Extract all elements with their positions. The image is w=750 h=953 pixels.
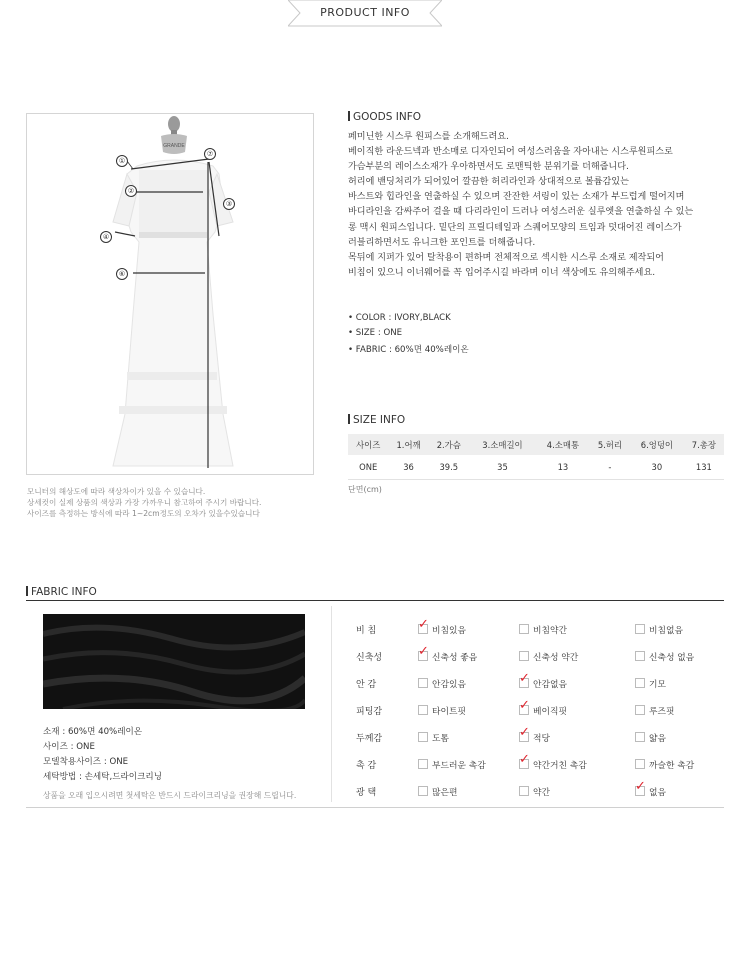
fabric-spec-line: 소재 : 60%면 40%레이온 <box>43 727 143 737</box>
fabric-option-label: 비침없음 <box>649 626 683 636</box>
column-header: 2.가슴 <box>429 434 469 455</box>
checkbox-icon[interactable] <box>635 624 645 634</box>
fabric-swatch-image <box>43 614 305 709</box>
fabric-property-label: 광 택 <box>356 788 377 798</box>
fabric-option[interactable] <box>418 785 458 798</box>
measure-marker-4: ④ <box>100 231 112 243</box>
goods-info-title: GOODS INFO <box>348 111 421 123</box>
fabric-option[interactable] <box>635 785 666 798</box>
description-line: 목뒤에 지퍼가 있어 탈착용이 편하며 전체적으로 섹시한 시스루 소재로 제작되어 <box>348 252 664 263</box>
fabric-option-label: 신축성 약간 <box>533 653 579 663</box>
checkbox-icon[interactable] <box>418 705 428 715</box>
checked-checkbox-icon[interactable] <box>519 732 529 742</box>
checkbox-icon[interactable] <box>418 678 428 688</box>
description-line: 비침이 있으니 이너웨어를 꼭 입어주시길 바라며 이너 색상에도 유의해주세요. <box>348 267 656 278</box>
checkbox-icon[interactable] <box>635 678 645 688</box>
fabric-option-label: 신축성 없음 <box>649 653 695 663</box>
divider <box>331 606 332 802</box>
checkbox-icon[interactable] <box>635 651 645 661</box>
fabric-option[interactable] <box>418 731 449 744</box>
checkbox-icon[interactable] <box>519 624 529 634</box>
description-line: 가슴부분의 레이스소재가 우아하면서도 로맨틱한 분위기를 더해줍니다. <box>348 162 629 173</box>
dress-measurement-figure <box>26 113 314 475</box>
checkbox-icon[interactable] <box>635 732 645 742</box>
fabric-option[interactable] <box>635 623 683 636</box>
column-header: 7.총장 <box>684 434 724 455</box>
spec-size: • SIZE : ONE <box>348 328 403 338</box>
table-cell: - <box>590 455 630 480</box>
fabric-option-label: 많은편 <box>432 788 458 798</box>
goods-description <box>348 130 738 281</box>
fabric-option[interactable] <box>519 623 567 636</box>
section-header-ribbon <box>288 0 442 27</box>
fabric-option[interactable] <box>519 650 578 663</box>
size-info-title: SIZE INFO <box>348 414 405 426</box>
size-table <box>348 434 724 480</box>
fabric-option-label: 비침있음 <box>432 626 466 636</box>
fabric-option-label: 안감있음 <box>432 680 466 690</box>
spec-fabric: • FABRIC : 60%면 40%레이온 <box>348 345 469 355</box>
fabric-option[interactable] <box>635 677 666 690</box>
notice-line: 상세컷이 실제 상품의 색상과 가장 가까우니 참고하여 주시기 바랍니다. <box>27 498 262 507</box>
measure-marker-6: ⑥ <box>116 268 128 280</box>
title-bar <box>348 111 350 121</box>
checkbox-icon[interactable] <box>519 786 529 796</box>
checked-checkbox-icon[interactable] <box>418 651 428 661</box>
fabric-option[interactable] <box>519 704 567 717</box>
description-line: 허리에 밴딩처리가 되어있어 깔끔한 허리라인과 상대적으로 볼륨감있는 <box>348 177 629 188</box>
fabric-option[interactable] <box>418 650 477 663</box>
measure-marker-1: ① <box>116 155 128 167</box>
description-line: 바스트와 힙라인을 연출하실 수 있으며 잔잔한 셔링이 있는 소재가 부드럽게 떨어지며 <box>348 192 685 203</box>
fabric-option-label: 적당 <box>533 734 550 744</box>
measure-marker-3: ③ <box>223 198 235 210</box>
fabric-option[interactable] <box>418 677 466 690</box>
fabric-option-label: 약간 <box>533 788 550 798</box>
checked-checkbox-icon[interactable] <box>635 786 645 796</box>
table-cell: 13 <box>536 455 590 480</box>
checked-checkbox-icon[interactable] <box>519 759 529 769</box>
hanger-label: GRANDE <box>163 143 185 149</box>
fabric-option-label: 까슬한 촉감 <box>649 761 695 771</box>
fabric-option-label: 기모 <box>649 680 666 690</box>
fabric-option-label: 타이트핏 <box>432 707 466 717</box>
fabric-spec-line: 세탁방법 : 손세탁,드라이크리닝 <box>43 772 163 782</box>
description-line: 바디라인을 감싸주어 걸을 때 다리라인이 드러나 여성스러운 실루엣을 연출하실 수 있는 <box>348 207 694 218</box>
checked-checkbox-icon[interactable] <box>519 705 529 715</box>
checkbox-icon[interactable] <box>635 705 645 715</box>
fabric-option[interactable] <box>519 677 567 690</box>
checkbox-icon[interactable] <box>635 759 645 769</box>
fabric-property-label: 두께감 <box>356 734 383 744</box>
table-cell: 35 <box>469 455 536 480</box>
fabric-option-label: 도톰 <box>432 734 449 744</box>
fabric-option-label: 안감없음 <box>533 680 567 690</box>
fabric-option-label: 약간거친 촉감 <box>533 761 587 771</box>
table-cell: 30 <box>630 455 684 480</box>
title-bar <box>348 414 350 424</box>
fabric-option-label: 부드러운 촉감 <box>432 761 486 771</box>
checkbox-icon[interactable] <box>418 786 428 796</box>
table-cell: ONE <box>348 455 388 480</box>
notice-line: 모니터의 해상도에 따라 색상차이가 있을 수 있습니다. <box>27 487 206 496</box>
column-header: 사이즈 <box>348 434 388 455</box>
fabric-option-label: 비침약간 <box>533 626 567 636</box>
checked-checkbox-icon[interactable] <box>418 624 428 634</box>
column-header: 6.엉덩이 <box>630 434 684 455</box>
fabric-property-label: 안 감 <box>356 680 377 690</box>
column-header: 4.소매통 <box>536 434 590 455</box>
divider <box>26 807 724 808</box>
fabric-option-label: 신축성 좋음 <box>432 653 478 663</box>
checkbox-icon[interactable] <box>418 732 428 742</box>
column-header: 1.어깨 <box>388 434 428 455</box>
fabric-option-label: 얇음 <box>649 734 666 744</box>
fabric-option[interactable] <box>519 758 587 771</box>
fabric-option-label: 루즈핏 <box>649 707 675 717</box>
fabric-option[interactable] <box>519 785 550 798</box>
fabric-option[interactable] <box>418 623 466 636</box>
checkbox-icon[interactable] <box>519 651 529 661</box>
description-line: 베이직한 라운드넥과 반소매로 디자인되어 여성스러움을 자아내는 시스루원피스로 <box>348 147 673 158</box>
size-table-header <box>348 434 724 455</box>
column-header: 5.허리 <box>590 434 630 455</box>
description-line: 페미닌한 시스루 원피스를 소개해드려요. <box>348 132 509 142</box>
divider <box>26 600 724 601</box>
description-line: 롱 맥시 원피스입니다. 밑단의 프릴디테일과 스퀘어모양의 트임과 덧대어진 레이스가 <box>348 222 682 233</box>
fabric-property-label: 촉 감 <box>356 761 377 771</box>
fabric-property-label: 비 침 <box>356 626 377 636</box>
column-header: 3.소매길이 <box>469 434 536 455</box>
fabric-option[interactable] <box>635 704 675 717</box>
measure-marker-2: ② <box>125 185 137 197</box>
measure-marker-7: ⑦ <box>204 148 216 160</box>
fabric-info-title: FABRIC INFO <box>26 586 97 598</box>
fabric-spec-line: 모델착용사이즈 : ONE <box>43 757 129 767</box>
care-note: 상품을 오래 입으시려면 첫세탁은 반드시 드라이크리닝을 권장해 드립니다. <box>43 791 297 800</box>
fabric-option[interactable] <box>635 650 694 663</box>
table-cell: 36 <box>388 455 428 480</box>
fabric-property-label: 피팅감 <box>356 707 383 717</box>
fabric-option[interactable] <box>519 731 550 744</box>
fabric-option-label: 베이직핏 <box>533 707 567 717</box>
fabric-option[interactable] <box>635 758 694 771</box>
checked-checkbox-icon[interactable] <box>519 678 529 688</box>
table-cell: 131 <box>684 455 724 480</box>
fabric-option[interactable] <box>418 704 466 717</box>
title-bar <box>26 586 28 596</box>
fabric-option-label: 없음 <box>649 788 666 798</box>
notice-line: 사이즈를 측정하는 방식에 따라 1~2cm정도의 오차가 있을수있습니다 <box>27 509 260 518</box>
description-line: 러블리하면서도 유니크한 포인트를 더해줍니다. <box>348 237 536 248</box>
table-cell: 39.5 <box>429 455 469 480</box>
spec-color: • COLOR : IVORY,BLACK <box>348 313 451 323</box>
table-row <box>348 455 724 480</box>
size-unit: 단면(cm) <box>348 485 382 494</box>
fabric-option[interactable] <box>418 758 486 771</box>
fabric-option[interactable] <box>635 731 666 744</box>
page-title: PRODUCT INFO <box>320 6 410 19</box>
fabric-spec-line: 사이즈 : ONE <box>43 742 95 752</box>
fabric-property-label: 신축성 <box>356 653 383 663</box>
checkbox-icon[interactable] <box>418 759 428 769</box>
dress-illustration <box>27 114 315 476</box>
